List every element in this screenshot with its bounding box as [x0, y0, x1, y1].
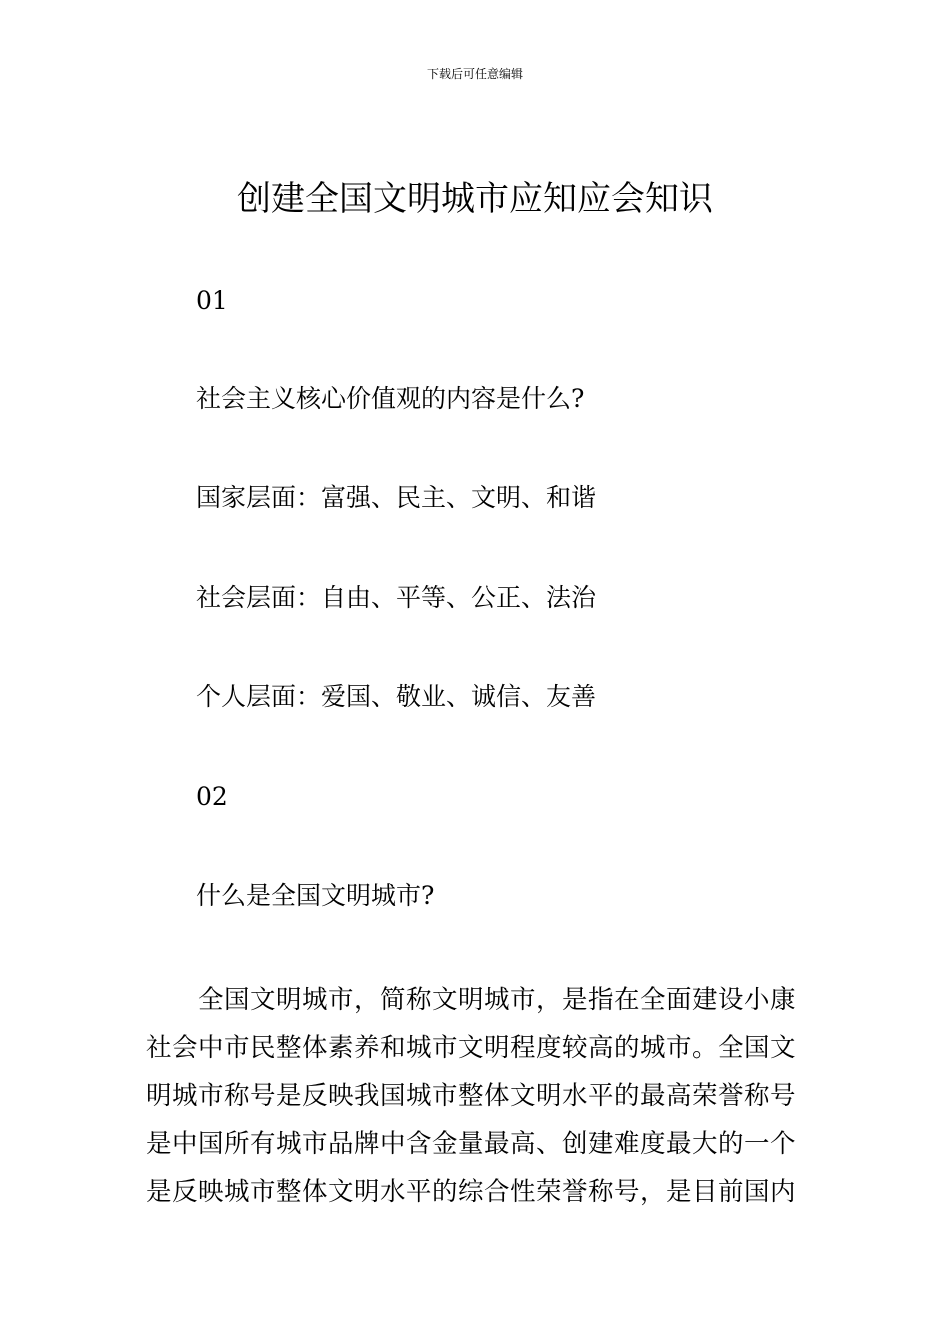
section-question-2: 什么是全国文明城市?: [196, 881, 435, 910]
value-line-society: 社会层面：自由、平等、公正、法治: [196, 583, 597, 612]
section-question-1: 社会主义核心价值观的内容是什么?: [196, 384, 585, 413]
document-title: 创建全国文明城市应知应会知识: [237, 179, 713, 219]
value-line-individual: 个人层面：爱国、敬业、诚信、友善: [196, 682, 597, 711]
header-note: 下载后可任意编辑: [426, 67, 523, 81]
section-number-01: 01: [196, 286, 228, 315]
section-number-02: 02: [196, 782, 228, 811]
civilized-city-paragraph: 全国文明城市，简称文明城市，是指在全面建设小康社会中市民整体素养和城市文明程度较高的城市。全国文明城市称号是反映我国城市整体文明水平的最高荣誉称号是中国所有城市品牌中含金量最高、创建难度最大的一个是反映城市整体文明水平的综合性荣誉称号，是目前国内: [146, 985, 797, 1207]
value-line-national: 国家层面：富强、民主、文明、和谐: [196, 483, 597, 512]
